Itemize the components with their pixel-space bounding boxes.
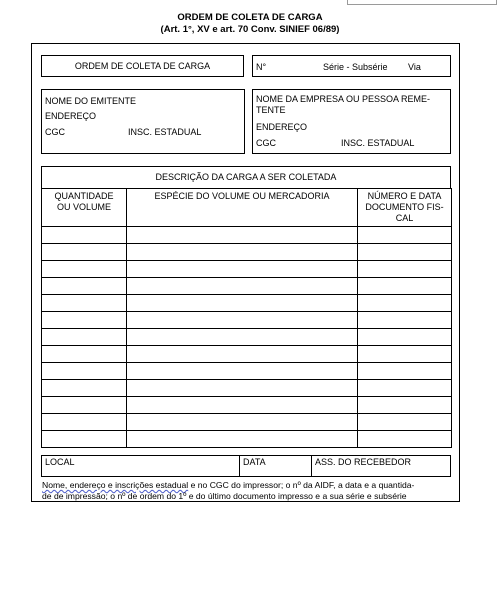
column-header-species <box>127 189 358 227</box>
quantity-cell[interactable] <box>42 227 127 244</box>
order-title-label: ORDEM DE COLETA DE CARGA <box>74 61 211 71</box>
footnote <box>42 480 454 501</box>
column-header-fiscal-doc-line1: NÚMERO E DATA <box>367 191 442 201</box>
quantity-cell[interactable] <box>42 380 127 397</box>
cargo-row <box>42 380 452 397</box>
window-corner-frame <box>347 0 497 5</box>
page-title: ORDEM DE COLETA DE CARGA <box>177 12 323 23</box>
fiscal-doc-cell[interactable] <box>358 431 452 448</box>
species-cell[interactable] <box>127 414 358 431</box>
species-cell[interactable] <box>127 329 358 346</box>
species-cell[interactable] <box>127 346 358 363</box>
date-field[interactable] <box>240 456 312 476</box>
cargo-row <box>42 329 452 346</box>
quantity-cell[interactable] <box>42 346 127 363</box>
fiscal-doc-cell[interactable] <box>358 380 452 397</box>
fiscal-doc-cell[interactable] <box>358 227 452 244</box>
cargo-row <box>42 261 452 278</box>
species-cell[interactable] <box>127 278 358 295</box>
document-number-box[interactable] <box>252 55 451 77</box>
quantity-cell[interactable] <box>42 244 127 261</box>
fiscal-doc-cell[interactable] <box>358 261 452 278</box>
species-cell[interactable] <box>127 227 358 244</box>
species-cell[interactable] <box>127 312 358 329</box>
species-cell[interactable] <box>127 431 358 448</box>
cargo-row <box>42 397 452 414</box>
footnote-underlined-text: Nome, endereço e inscrições estadual <box>42 480 189 490</box>
issuer-address-label: ENDEREÇO <box>45 111 97 121</box>
issuer-state-reg-label: INSC. ESTADUAL <box>128 127 202 137</box>
local-field[interactable] <box>42 456 240 476</box>
number-label: N° <box>256 62 267 72</box>
cargo-section-header <box>41 166 451 189</box>
species-cell[interactable] <box>127 295 358 312</box>
footnote-line1 <box>42 480 454 491</box>
column-header-species-label: ESPÉCIE DO VOLUME OU MERCADORIA <box>154 191 330 201</box>
column-header-fiscal-doc-line2: DOCUMENTO FIS- <box>365 202 444 212</box>
footnote-line2: de de impressão; o nº de ordem do 1º e do último documento impresso e a sua série e subsérie <box>42 490 407 501</box>
fiscal-doc-cell[interactable] <box>358 363 452 380</box>
issuer-box[interactable] <box>41 89 245 154</box>
column-header-quantity-line2: OU VOLUME <box>56 202 111 212</box>
species-cell[interactable] <box>127 261 358 278</box>
cargo-row <box>42 295 452 312</box>
fiscal-doc-cell[interactable] <box>358 346 452 363</box>
date-label: DATA <box>243 457 266 467</box>
recipient-address-label: ENDEREÇO <box>256 122 308 132</box>
fiscal-doc-cell[interactable] <box>358 312 452 329</box>
quantity-cell[interactable] <box>42 261 127 278</box>
cargo-table <box>41 188 452 448</box>
recipient-name-label-line1: NOME DA EMPRESA OU PESSOA REME- <box>256 94 431 104</box>
issuer-name-label: NOME DO EMITENTE <box>45 96 137 106</box>
species-cell[interactable] <box>127 397 358 414</box>
quantity-cell[interactable] <box>42 363 127 380</box>
cargo-section-title: DESCRIÇÃO DA CARGA A SER COLETADA <box>155 172 337 182</box>
recipient-cgc-label: CGC <box>256 138 276 148</box>
footnote-line1-rest: e no CGC do impressor; o nº da AIDF, a data e a quantida- <box>188 480 415 490</box>
column-header-fiscal-doc-line3: CAL <box>395 213 414 223</box>
cargo-row <box>42 312 452 329</box>
signature-field[interactable] <box>312 456 450 476</box>
fiscal-doc-cell[interactable] <box>358 244 452 261</box>
issuer-cgc-label: CGC <box>45 127 65 137</box>
quantity-cell[interactable] <box>42 431 127 448</box>
cargo-row <box>42 346 452 363</box>
page-subtitle: (Art. 1°, XV e art. 70 Conv. SINIEF 06/89) <box>160 24 340 35</box>
local-label: LOCAL <box>45 457 75 467</box>
cargo-rows <box>42 227 452 448</box>
fiscal-doc-cell[interactable] <box>358 414 452 431</box>
cargo-row <box>42 278 452 295</box>
fiscal-doc-cell[interactable] <box>358 329 452 346</box>
cargo-row <box>42 363 452 380</box>
cargo-row <box>42 227 452 244</box>
recipient-box[interactable] <box>252 89 451 154</box>
column-header-quantity <box>42 189 127 227</box>
species-cell[interactable] <box>127 363 358 380</box>
via-label: Via <box>408 62 421 72</box>
recipient-state-reg-label: INSC. ESTADUAL <box>341 138 415 148</box>
series-label: Série - Subsérie <box>323 62 388 72</box>
quantity-cell[interactable] <box>42 278 127 295</box>
column-header-fiscal-doc <box>358 189 452 227</box>
order-title-box <box>41 55 244 77</box>
quantity-cell[interactable] <box>42 312 127 329</box>
cargo-row <box>42 244 452 261</box>
quantity-cell[interactable] <box>42 329 127 346</box>
quantity-cell[interactable] <box>42 414 127 431</box>
fiscal-doc-cell[interactable] <box>358 397 452 414</box>
column-header-quantity-line1: QUANTIDADE <box>54 191 114 201</box>
cargo-row <box>42 431 452 448</box>
cargo-row <box>42 414 452 431</box>
receipt-row <box>41 455 451 477</box>
fiscal-doc-cell[interactable] <box>358 295 452 312</box>
signature-label: ASS. DO RECEBEDOR <box>315 457 412 467</box>
quantity-cell[interactable] <box>42 397 127 414</box>
quantity-cell[interactable] <box>42 295 127 312</box>
recipient-name-label-line2: TENTE <box>256 105 286 115</box>
species-cell[interactable] <box>127 380 358 397</box>
species-cell[interactable] <box>127 244 358 261</box>
fiscal-doc-cell[interactable] <box>358 278 452 295</box>
